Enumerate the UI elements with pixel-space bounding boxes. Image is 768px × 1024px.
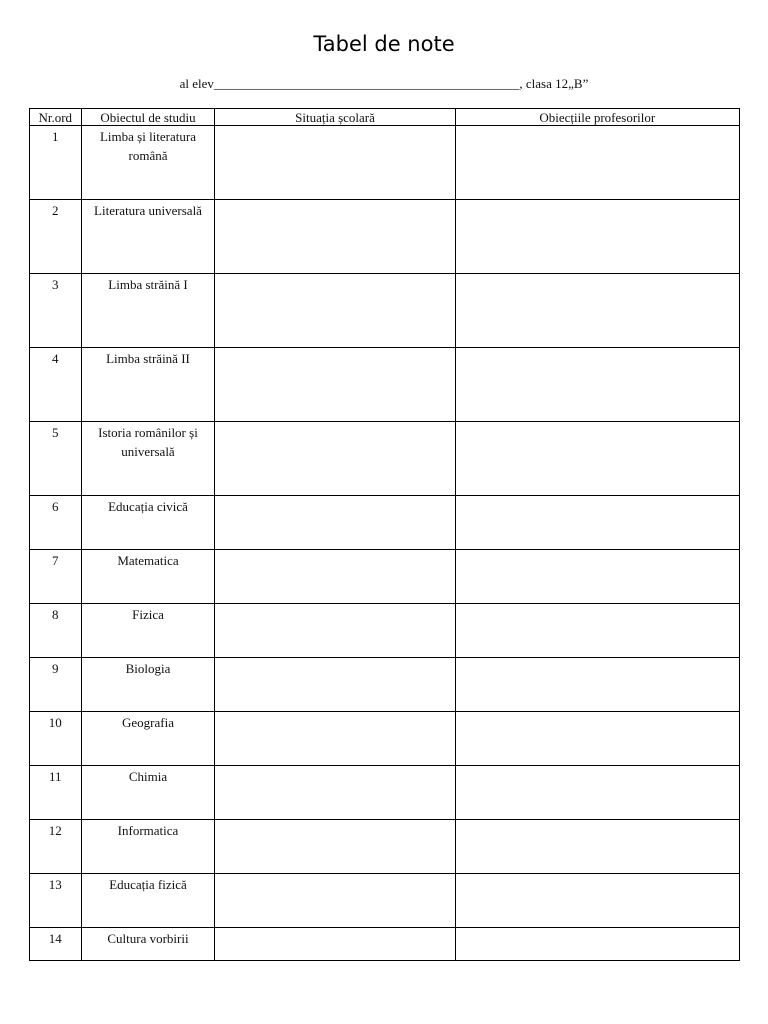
row-situation-cell[interactable] [215,658,455,712]
row-situation-cell[interactable] [215,348,455,422]
table-row [30,874,740,928]
table-row [30,658,740,712]
row-subject: Informatica [81,820,215,874]
row-subject: Matematica [81,550,215,604]
row-number: 3 [30,274,82,348]
header-subject: Obiectul de studiu [81,109,215,126]
row-objections-cell[interactable] [455,274,739,348]
grades-table [29,108,740,961]
table-row [30,550,740,604]
row-number: 8 [30,604,82,658]
row-number: 11 [30,766,82,820]
row-situation-cell[interactable] [215,496,455,550]
row-number: 12 [30,820,82,874]
table-row [30,348,740,422]
row-number: 7 [30,550,82,604]
row-situation-cell[interactable] [215,928,455,961]
row-subject: Chimia [81,766,215,820]
table-row [30,820,740,874]
row-situation-cell[interactable] [215,712,455,766]
table-row [30,766,740,820]
document-title: Tabel de note [313,32,455,56]
row-number: 9 [30,658,82,712]
row-situation-cell[interactable] [215,820,455,874]
row-number: 4 [30,348,82,422]
row-objections-cell[interactable] [455,422,739,496]
row-subject: Limba străină I [81,274,215,348]
row-subject: Geografia [81,712,215,766]
row-objections-cell[interactable] [455,658,739,712]
row-situation-cell[interactable] [215,604,455,658]
row-subject: Biologia [81,658,215,712]
row-subject: Istoria românilor și universală [81,422,215,496]
row-number: 14 [30,928,82,961]
header-nr: Nr.ord [30,109,82,126]
table-row [30,422,740,496]
row-number: 5 [30,422,82,496]
row-subject: Literatura universală [81,200,215,274]
row-objections-cell[interactable] [455,496,739,550]
row-number: 6 [30,496,82,550]
table-row [30,126,740,200]
table-row [30,712,740,766]
header-situation: Situația școlară [215,109,455,126]
table-row [30,496,740,550]
row-situation-cell[interactable] [215,422,455,496]
row-number: 2 [30,200,82,274]
row-objections-cell[interactable] [455,126,739,200]
row-objections-cell[interactable] [455,200,739,274]
table-header-row [30,109,740,126]
row-situation-cell[interactable] [215,874,455,928]
row-subject: Educația civică [81,496,215,550]
row-number: 10 [30,712,82,766]
row-subject: Limba și literatura română [81,126,215,200]
student-line: al elev_______________________________________________, clasa 12„B” [179,76,589,91]
row-objections-cell[interactable] [455,928,739,961]
row-situation-cell[interactable] [215,200,455,274]
row-objections-cell[interactable] [455,604,739,658]
row-situation-cell[interactable] [215,126,455,200]
row-objections-cell[interactable] [455,766,739,820]
row-subject: Educația fizică [81,874,215,928]
row-subject: Cultura vorbirii [81,928,215,961]
table-row [30,274,740,348]
row-situation-cell[interactable] [215,766,455,820]
header-objections: Obiecțiile profesorilor [455,109,739,126]
row-number: 13 [30,874,82,928]
row-subject: Fizica [81,604,215,658]
row-objections-cell[interactable] [455,348,739,422]
row-situation-cell[interactable] [215,550,455,604]
row-number: 1 [30,126,82,200]
row-objections-cell[interactable] [455,874,739,928]
row-objections-cell[interactable] [455,820,739,874]
table-row [30,200,740,274]
row-subject: Limba străină II [81,348,215,422]
table-row [30,928,740,961]
row-objections-cell[interactable] [455,550,739,604]
row-objections-cell[interactable] [455,712,739,766]
table-row [30,604,740,658]
row-situation-cell[interactable] [215,274,455,348]
